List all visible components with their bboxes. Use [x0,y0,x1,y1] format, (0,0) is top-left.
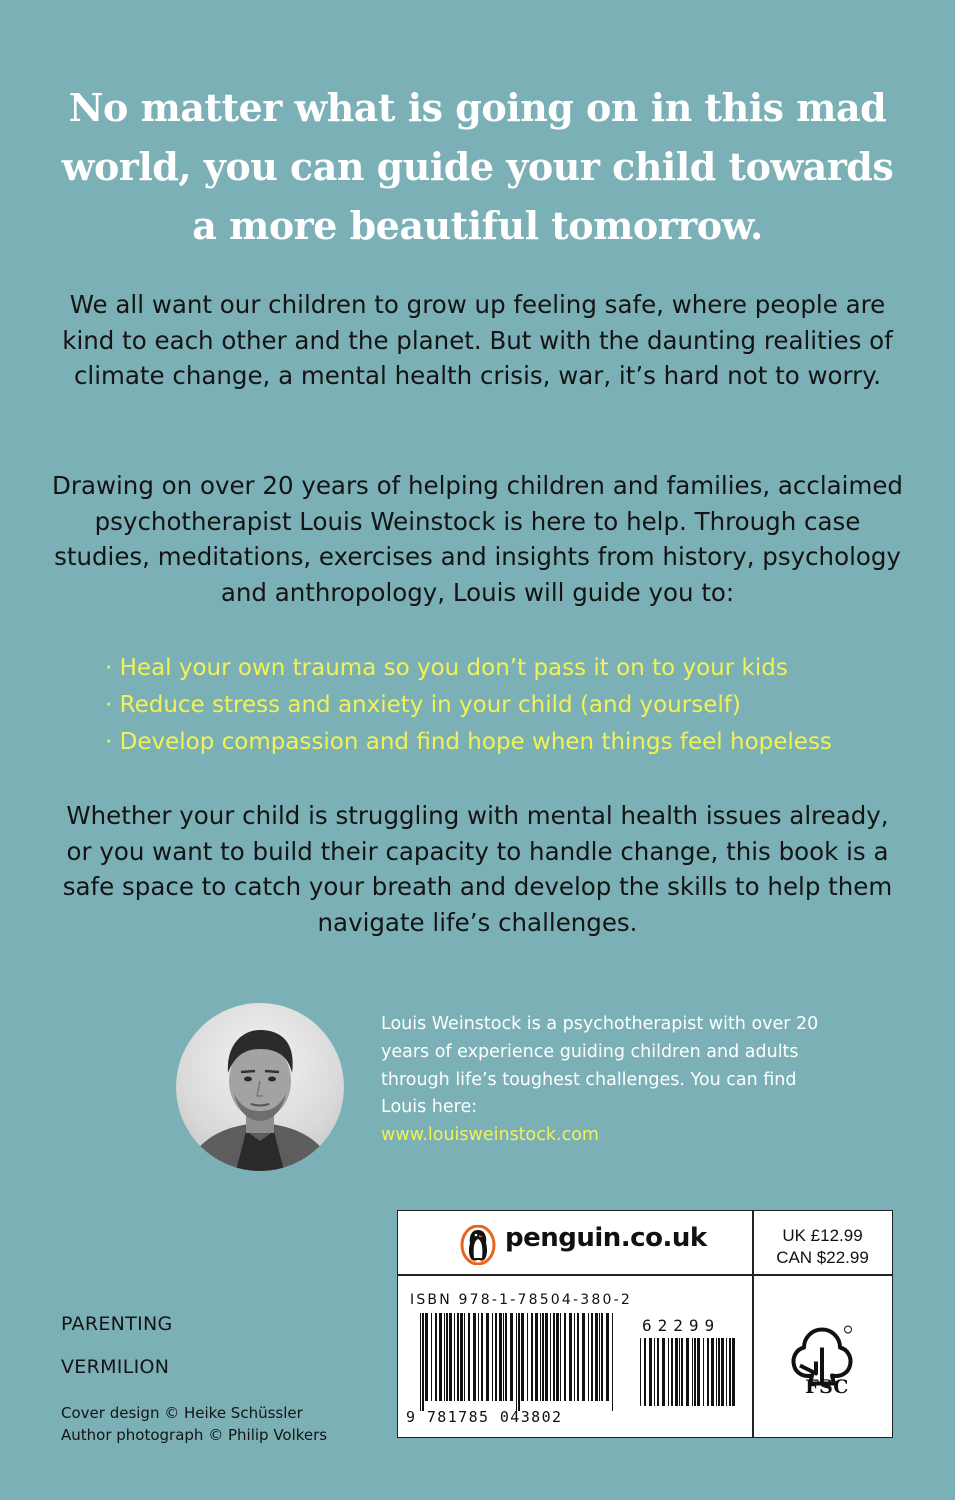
barcode-bar [588,1313,589,1401]
barcode-bar [425,1313,428,1401]
genre-label: PARENTING [61,1313,173,1335]
barcode-bar [729,1338,731,1406]
barcode-bar [446,1313,448,1401]
barcode-bar [606,1313,609,1401]
cover-credit: Cover design © Heike Schüssler [61,1404,303,1422]
price-can: CAN $22.99 [776,1248,869,1267]
barcode-bar [499,1313,502,1401]
barcode-bar [550,1313,551,1401]
barcode-bar [718,1338,720,1406]
barcode-bar [481,1313,483,1401]
barcode-bar [681,1338,683,1406]
barcode-bar [601,1313,603,1401]
barcode-bar [582,1313,585,1401]
barcode-bar [711,1338,714,1406]
barcode-bar [435,1313,437,1401]
barcode-bars [420,1313,616,1411]
addon-barcode-bars [640,1338,736,1416]
benefit-item: · Develop compassion and find hope when things feel hopeless [105,729,832,755]
barcode-bar [460,1313,463,1401]
addon-digits: 62299 [642,1316,721,1335]
headline-line-2: world, you can guide your child towards [61,144,894,189]
barcode-bar [486,1313,489,1401]
barcode-bar [732,1338,735,1406]
barcode-bar [569,1313,572,1401]
barcode-bar [431,1313,432,1401]
barcode-bar [518,1313,520,1411]
barcode-bar [649,1338,652,1406]
photo-credit: Author photograph © Philip Volkers [61,1426,328,1444]
barcode-bar [697,1338,700,1406]
benefit-list [105,650,905,761]
barcode-bar [679,1338,680,1406]
barcode-bar [478,1313,479,1401]
headline-line-1: No matter what is going on in this mad [68,85,887,130]
barcode-bar [545,1313,548,1401]
barcode-bar [457,1313,459,1401]
barcode-bar [591,1313,593,1401]
barcode-bar [668,1338,669,1406]
price-uk: UK £12.99 [782,1226,863,1245]
barcode-bar [468,1313,470,1401]
barcode-bar [694,1338,696,1406]
barcode-bar [640,1338,641,1406]
author-bio [381,1011,841,1150]
barcode-bar [662,1338,665,1406]
barcode-bar [444,1313,445,1401]
headline-line-3: a more beautiful tomorrow. [192,203,763,248]
headline [40,78,915,255]
barcode-bar [564,1313,566,1401]
benefit-item: · Heal your own trauma so you don’t pass it on to your kids [105,655,788,681]
penguin-logo-icon [460,1225,496,1265]
barcode-bar [707,1338,709,1406]
barcode-bar [495,1313,497,1401]
intro-paragraph: We all want our children to grow up feeling safe, where people are kind to each other and the planet. But with the daunting realities of climate change, a mental health crisis, war, it’s hard not to worry. [62,290,893,390]
barcode-bar [686,1338,689,1406]
barcode-bar [574,1313,575,1401]
barcode-bar [492,1313,493,1401]
barcode-bar [671,1338,673,1406]
barcode-panel [397,1210,893,1438]
barcode-bar [473,1313,476,1401]
barcode-bar [595,1313,598,1401]
barcode-bar [654,1338,655,1406]
barcode-bar [577,1313,579,1401]
barcode-bar [449,1313,452,1401]
author-portrait-icon [176,1003,344,1171]
barcode-bar [505,1313,507,1401]
barcode-bar [675,1338,678,1406]
barcode-bar [542,1313,544,1401]
fsc-label: FSC [805,1376,849,1398]
description-paragraph: Drawing on over 20 years of helping children and families, acclaimed psychotherapist Louis Weinstock is here to help. Through case studies, meditations, exercises and insights from history, psychology and anthropology, Louis will guide you to: [52,471,903,607]
ean-digits: 9 781785 043802 [406,1408,563,1426]
barcode-bar [599,1313,600,1401]
barcode-bar [535,1313,538,1401]
barcode-bar [464,1313,465,1401]
imprint-label: VERMILION [61,1356,170,1378]
barcode-bar [556,1313,559,1401]
barcode-bar [716,1338,717,1406]
closing-paragraph: Whether your child is struggling with mental health issues already, or you want to build their capacity to handle change, this book is a safe space to catch your breath and develop the skills to help them navigate life’s challenges. [62,801,893,937]
author-website-link[interactable]: www.louisweinstock.com [381,1125,599,1146]
isbn-number: ISBN 978-1-78504-380-2 [410,1292,632,1308]
author-photo [176,1003,344,1171]
barcode-bar [420,1313,421,1411]
price-block [752,1225,893,1269]
publisher-url: penguin.co.uk [505,1223,707,1253]
benefit-item: · Reduce stress and anxiety in your child (and yourself) [105,692,741,718]
author-bio-text: Louis Weinstock is a psychotherapist with over 20 years of experience guiding children and adults through life’s toughest challenges. You can find Louis here: [381,1014,819,1118]
barcode-bar [439,1313,442,1401]
barcode-bar [527,1313,528,1401]
barcode-bar [612,1313,613,1411]
panel-divider [398,1274,892,1276]
barcode-bar [721,1338,724,1406]
barcode-bar [521,1313,524,1401]
barcode-bar [510,1313,513,1401]
barcode-bar [503,1313,504,1401]
barcode-bar [657,1338,659,1406]
barcode-bar [560,1313,561,1401]
barcode-bar [692,1338,693,1406]
barcode-bar [516,1313,517,1411]
barcode-bar [644,1338,646,1406]
barcode-bar [454,1313,455,1401]
barcode-bar [703,1338,704,1406]
barcode-bar [553,1313,555,1401]
barcode-bar [726,1338,727,1406]
barcode-bar [531,1313,533,1401]
barcode-bar [422,1313,424,1411]
barcode-bar [540,1313,541,1401]
credits [61,1402,327,1446]
